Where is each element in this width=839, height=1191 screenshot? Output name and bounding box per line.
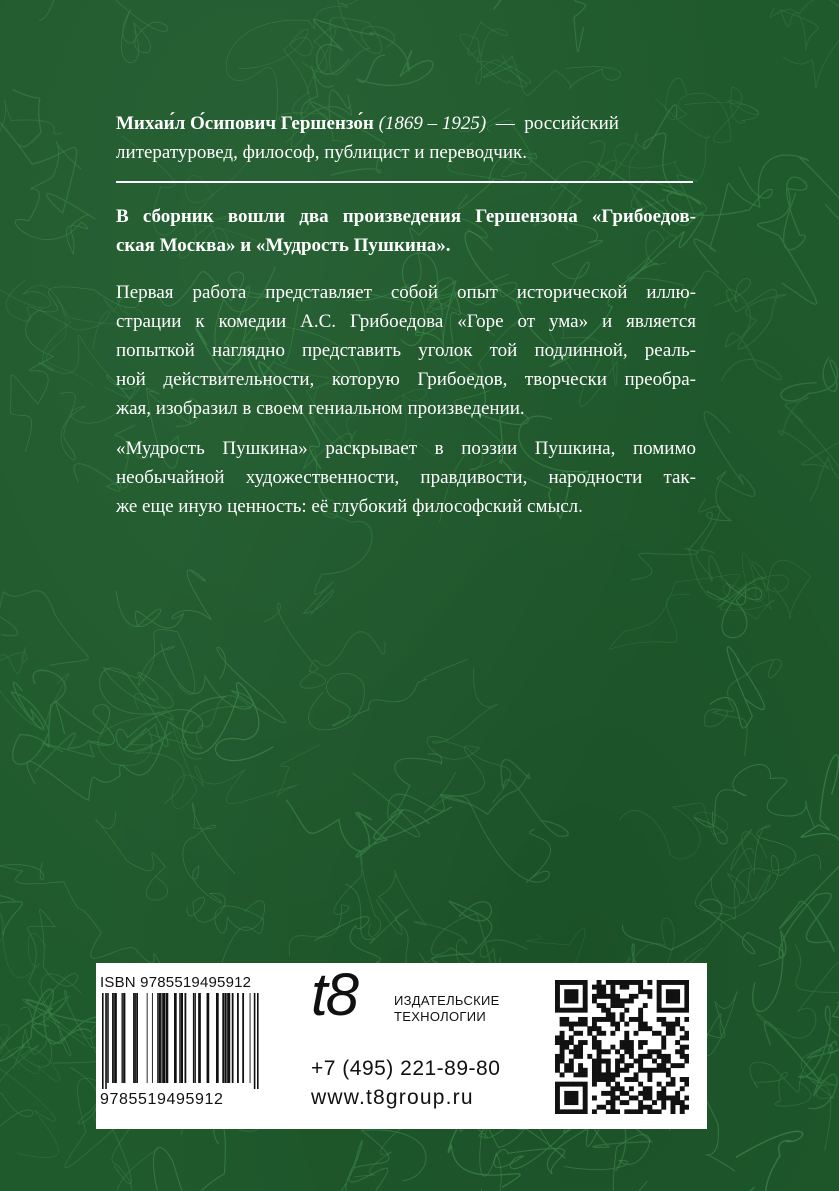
texture-fiber	[710, 647, 765, 728]
texture-fiber	[681, 873, 771, 968]
texture-fiber	[0, 647, 69, 728]
texture-fiber	[619, 803, 728, 859]
texture-fiber	[829, 949, 839, 1053]
texture-fiber	[779, 397, 839, 501]
publisher-website: www.t8group.ru	[311, 1086, 474, 1109]
texture-fiber	[239, 27, 336, 114]
texture-fiber	[264, 603, 385, 688]
texture-fiber	[376, 870, 474, 966]
publisher-name-line-1: ИЗДАТЕЛЬСКИЕ	[394, 993, 500, 1008]
texture-fiber	[170, 717, 320, 809]
section-divider	[116, 181, 693, 183]
texture-fiber	[758, 177, 817, 304]
paragraph-griboedov-moscow	[116, 278, 696, 423]
paragraph-line: «Мудрость Пушкина» раскрывает в поэзии Пушкина, помимо	[116, 438, 696, 459]
publisher-phone: +7 (495) 221-89-80	[311, 1057, 501, 1080]
texture-fiber	[781, 357, 838, 401]
texture-fiber	[695, 829, 767, 919]
publisher-name-line-2: ТЕХНОЛОГИИ	[394, 1009, 487, 1024]
texture-fiber	[309, 659, 468, 730]
texture-fiber	[726, 1131, 803, 1191]
texture-fiber	[183, 803, 235, 922]
author-info	[116, 109, 696, 167]
author-role-line-2: литературовед, философ, публицист и переводчик.	[116, 142, 527, 163]
texture-fiber	[770, 0, 839, 88]
texture-fiber	[543, 0, 596, 52]
texture-fiber	[93, 0, 168, 63]
texture-fiber	[161, 644, 285, 723]
paragraph-line: страции к комедии А.С. Грибоедова «Горе от ума» и является	[116, 311, 696, 332]
texture-fiber	[98, 693, 184, 803]
texture-fiber	[750, 1050, 834, 1151]
texture-fiber	[704, 659, 781, 756]
paragraph-line: необычайной художественности, правдивости, народности так-	[116, 467, 696, 488]
publisher-info-panel	[96, 963, 707, 1129]
texture-fiber	[100, 668, 168, 750]
author-years: (1869 – 1925)	[378, 113, 487, 134]
texture-fiber	[609, 574, 774, 649]
texture-fiber	[6, 280, 109, 348]
texture-fiber	[286, 800, 452, 857]
texture-fiber	[27, 710, 203, 801]
texture-fiber	[442, 760, 568, 837]
texture-fiber	[289, 852, 381, 957]
texture-fiber	[688, 412, 755, 551]
qr-code-icon	[555, 980, 689, 1114]
texture-fiber	[96, 812, 168, 900]
texture-fiber	[226, 0, 388, 123]
texture-fiber	[0, 0, 91, 21]
texture-fiber	[0, 284, 129, 398]
texture-fiber	[424, 736, 484, 812]
author-name: Михаи́л О́сипович Гершензо́н	[116, 113, 374, 134]
paragraph-line: Первая работа представляет собой опыт исторической иллю-	[116, 282, 696, 303]
publisher-logo: t8	[311, 961, 358, 1028]
barcode-icon	[102, 993, 260, 1089]
author-role-line-1: российский	[524, 113, 619, 134]
texture-fiber	[483, 56, 621, 95]
texture-fiber	[0, 90, 96, 220]
texture-fiber	[741, 825, 821, 904]
texture-fiber	[0, 876, 47, 977]
texture-fiber	[55, 701, 114, 745]
texture-fiber	[15, 142, 88, 254]
texture-fiber	[432, 668, 510, 803]
summary-line-1: В сборник вошли два произведения Гершензона «Грибоедов-	[116, 206, 696, 227]
texture-fiber	[104, 668, 174, 708]
texture-fiber	[116, 570, 211, 628]
texture-fiber	[721, 289, 786, 381]
texture-fiber	[694, 155, 839, 274]
summary-line-2: ская Москва» и «Мудрость Пушкина».	[116, 235, 451, 256]
texture-fiber	[353, 773, 551, 883]
texture-fiber	[494, 0, 587, 9]
author-dash: —	[495, 113, 515, 134]
texture-fiber	[564, 1135, 649, 1191]
paragraph-line: жая, изобразил в своем гениальном произведении.	[116, 398, 525, 419]
paragraph-line: же еще иную ценность: её глубокий философский смысл.	[116, 496, 583, 517]
publisher-name	[394, 993, 500, 1025]
book-summary	[116, 202, 696, 260]
barcode-digits: 9785519495912	[100, 1091, 224, 1108]
texture-fiber	[623, 899, 784, 966]
author-line-1	[116, 109, 696, 138]
paragraph-pushkin-wisdom	[116, 434, 696, 521]
texture-fiber	[35, 733, 94, 772]
paragraph-line: ной действительности, которую Грибоедов, творчески преобра-	[116, 369, 696, 390]
texture-fiber	[183, 683, 274, 761]
texture-fiber	[0, 1029, 52, 1135]
texture-fiber	[460, 22, 531, 86]
isbn-label: ISBN 9785519495912	[100, 974, 252, 991]
paragraph-line: попыткой наглядно представить уголок той подлинной, реаль-	[116, 340, 696, 361]
texture-fiber	[801, 755, 839, 852]
